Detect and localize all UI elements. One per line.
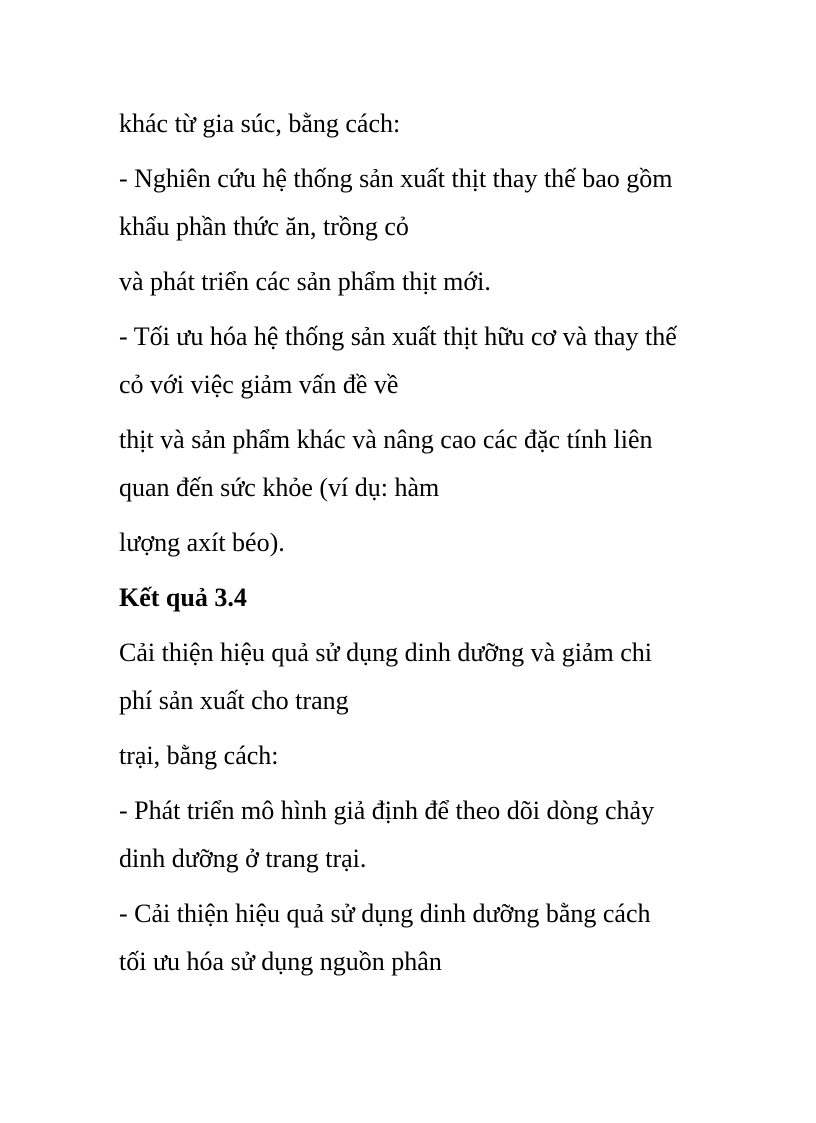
body-line: - Nghiên cứu hệ thống sản xuất thịt thay thế bao gồm <box>119 164 673 193</box>
body-line: tối ưu hóa sử dụng nguồn phân <box>119 947 442 976</box>
body-line: khẩu phần thức ăn, trồng cỏ <box>119 212 409 241</box>
body-line: trại, bằng cách: <box>119 741 279 770</box>
body-line: - Cải thiện hiệu quả sử dụng dinh dưỡng bằng cách <box>119 899 651 928</box>
body-line: Cải thiện hiệu quả sử dụng dinh dưỡng và giảm chi <box>119 638 652 667</box>
body-line: khác từ gia súc, bằng cách: <box>119 109 401 138</box>
document-body <box>119 100 719 986</box>
body-line: lượng axít béo). <box>119 528 285 557</box>
body-line: cỏ với việc giảm vấn đề về <box>119 370 399 399</box>
body-line: - Tối ưu hóa hệ thống sản xuất thịt hữu cơ và thay thế <box>119 322 677 351</box>
body-line: phí sản xuất cho trang <box>119 686 349 715</box>
body-line: và phát triển các sản phẩm thịt mới. <box>119 267 491 296</box>
body-line: dinh dưỡng ở trang trại. <box>119 844 367 873</box>
section-heading: Kết quả 3.4 <box>119 583 247 612</box>
body-line: - Phát triển mô hình giả định để theo dõi dòng chảy <box>119 796 655 825</box>
body-line: thịt và sản phẩm khác và nâng cao các đặc tính liên <box>119 425 653 454</box>
body-line: quan đến sức khỏe (ví dụ: hàm <box>119 473 440 502</box>
